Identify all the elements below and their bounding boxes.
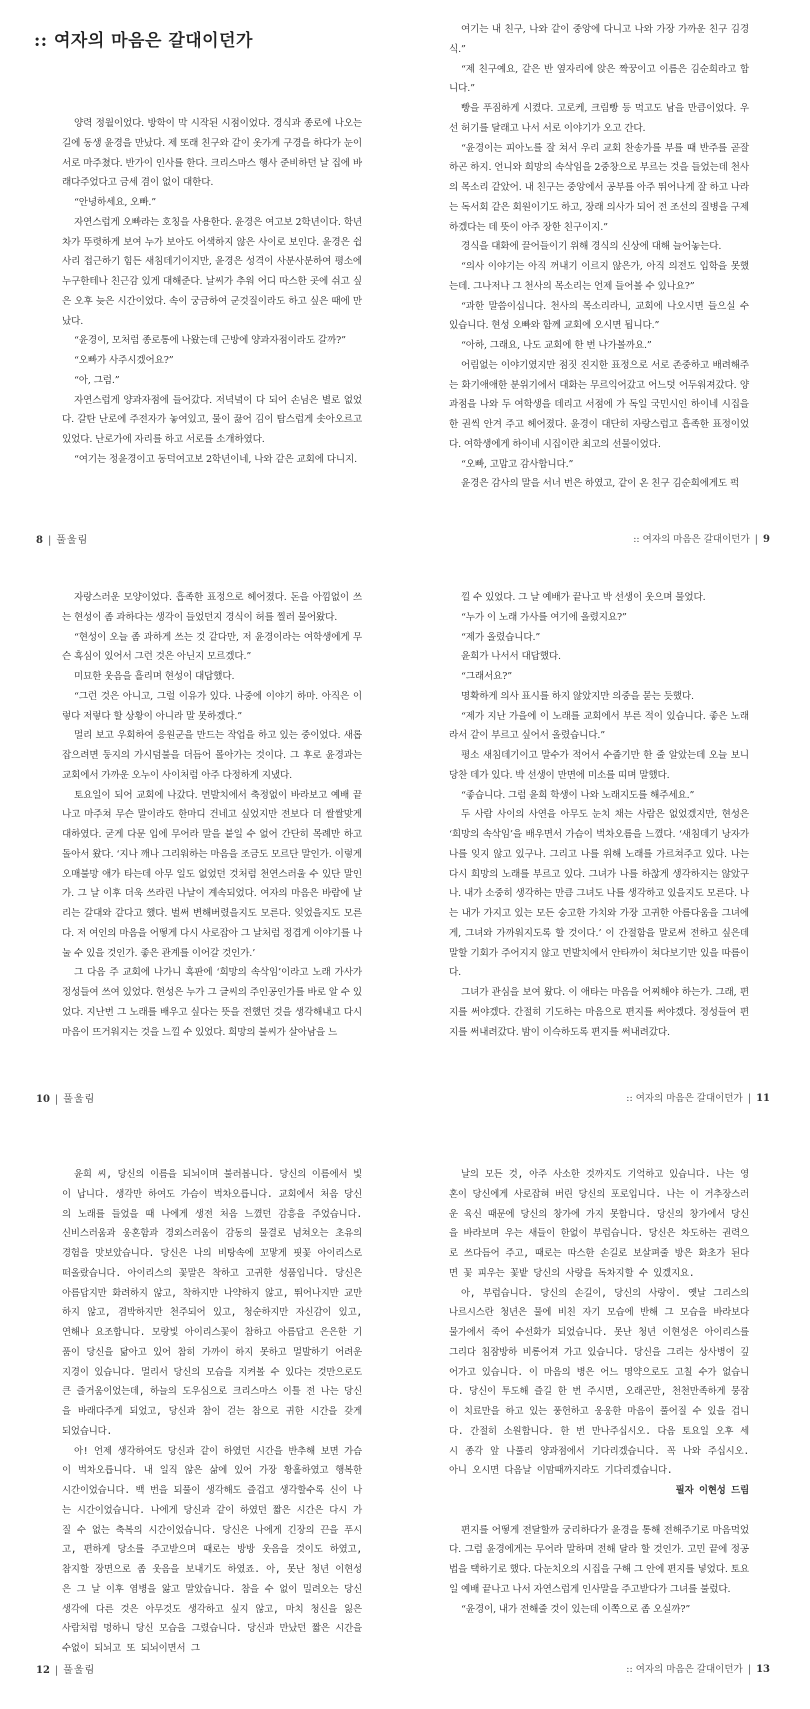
paragraph: 양력 정월이었다. 방학이 막 시작된 시점이었다. 경식과 종로에 나오는 길에 동생 윤경을 만났다. 제 또래 친구와 같이 옷가게 구경을 하다가 눈이 서로 마주쳤다. 반가이 인사를 한다. 크리스마스 행사 준비하던 날 집에 바래다주었다고 금세 겸이 없이 대한다. xyxy=(62,118,362,189)
paragraph: 자연스럽게 오빠라는 호칭을 사용한다. 윤경은 여고보 2학년이다. 학년차가 뚜렷하게 보여 누가 보아도 어색하지 않은 사이로 보인다. 윤경은 쉽사리 접근하기 힘든 새침데기이지만, 윤경은 성격이 사분사분하여 평소에 누구한테나 친근감 있게 대해준다. 날씨가 추워 어디 따스한 곳에 쉬고 싶은 오후 늦은 시간이었다. 속이 궁금하여 군것질이라도 하고 싶은 때에 만났다. xyxy=(62,216,362,327)
publisher-logo: 풀울림 xyxy=(63,1665,96,1676)
paragraph: 멀리 보고 우회하여 응원군을 만드는 작업을 하고 있는 중이었다. 새롭잡으려면 둥지의 가시덤불을 더듬어 몰아가는 것이다. 그 후로 윤경과는 교회에서 가까운 오누이 사이처럼 아주 다정하게 지냈다. xyxy=(62,730,362,781)
page-11-text xyxy=(449,588,749,1042)
paragraph: “과한 말씀이십니다. 천사의 목소리라니, 교회에 나오시면 들으실 수 있습니다. 현성 오빠와 함께 교회에 오시면 됩니다.” xyxy=(449,300,749,332)
page-number: 12 xyxy=(36,1665,50,1676)
paragraph: “누가 이 노래 가사를 여기에 올렸지요?” xyxy=(461,611,627,623)
spread-1 xyxy=(0,0,810,570)
paragraph: 윤희 씨, 당신의 이름을 되뇌이며 불러봅니다. 당신의 이름에서 빛이 납니다. 생각만 하여도 가슴이 벅차오릅니다. 교회에서 처음 당신의 노래를 들었을 때 나에게 생전 처음 느꼈던 감흥을 주었습니다. 신비스러움과 웅혼함과 경외스러움이 감동의 물결로 넘쳐오는 초유의 경험을 맛보았습니다. 당신은 나의 비탕속에 꼬맣게 핏꽃 아이리스로 떠올랐습니다. 아이리스의 꽃말은 착하고 고귀한 성품입니다. 당신은 아름답지만 화려하지 않고, 착하지만 나약하지 않고, 뛰어나지만 교만하지 않고, 겸박하지만 천주되어 있고, 청순하지만 자신감이 있고, 연해나 요조합니다. 모랑빛 아이리스꽃이 참하고 아름답고 은은한 기품이 당신을 닮아고 있어 참히 가까이 하지 못하고 멀발하기 어려운 지경이 있습니다. 멀리서 당신의 모습을 지켜볼 수 있다는 것만으로도 큰 즐거움이었는데, 하늘의 도우심으로 크리스마스 이틀 전 나는 당신을 바래다주게 되었고, 당신과 참이 걷는 참으로 귀한 시간을 갖게 되었습니다. xyxy=(62,1169,362,1437)
paragraph: “아하, 그래요, 나도 교회에 한 번 나가볼까요.” xyxy=(461,340,652,351)
paragraph: 아! 언제 생각하여도 당신과 같이 하였던 시간을 반추해 보면 가슴이 벅차오릅니다. 내 일직 않은 삶에 있어 가장 황홀하였고 행복한 시간이었습니다. 백 번을 되풀이 생각해도 즐겁고 생각할수록 신이 나는 시간이었습니다. 나에게 당신과 같이 하였던 짧은 시간은 다시 가질 수 없는 축복의 시간이었습니다. 당신은 나에게 긴장의 끈을 푸시고, 편하게 당소를 주고받으며 때로는 방방 웃음을 것이도 하였고, 참지할 장면으로 좀 웃음을 보내기도 하였죠. 아, 못난 청년 이현성은 그 날 이후 염병을 앓고 말았습니다. 참을 수 없이 밀려오는 당신 생각에 다른 것은 아무것도 생각하고 싶지 않고, 마치 청신을 잃은 사람처럼 멍하니 당신 모습을 그렸습니다. 당신과 만났던 짧은 시간을 수없이 되뇌고 또 되뇌이면서 그 xyxy=(62,1445,362,1654)
page-8-text xyxy=(62,114,362,470)
page-number: 13 xyxy=(756,1664,770,1675)
paragraph: 두 사람 사이의 사연을 아무도 눈치 채는 사람은 없었겠지만, 현성은 ‘희망의 속삭임’을 배우면서 가슴이 벅차오름을 느꼈다. ‘새침데기 낭자가 나를 잊지 않고 있구나. 그리고 나를 위해 노래를 가르쳐주고 있다. 나는 다시 희망의 노래를 부르고 있다. 그녀가 나를 하찮게 생각하지는 않았구나. 내가 소중히 생각하는 만큼 그녀도 나를 생각하고 있을지도 모른다. 나는 내가 가지고 있는 모든 숭고한 가치와 가장 고귀한 아름다움을 그녀에게, 그녀와 가까워지도록 할 것이다.’ 이 간절함을 말로써 전하고 싶은데 말할 기회가 주어지지 않고 먼발치에서 안타까이 쳐다보기만 있을 따름이다. xyxy=(449,809,749,979)
chapter-title: :: 여자의 마음은 갈대이던가 xyxy=(34,31,253,51)
paragraph: “안녕하세요, 오빠.” xyxy=(74,197,157,208)
folio-13: :: 여자의 마음은 갈대이던가 | 13 xyxy=(626,1664,770,1675)
publisher-logo: 풀울림 xyxy=(56,535,89,546)
paragraph: “그래서요?” xyxy=(461,671,512,682)
paragraph: 그녀가 관심을 보여 왔다. 이 애타는 마음을 어찌해야 하는가. 그래, 편지를 써야겠다. 간절히 기도하는 마음으로 편지를 써야겠다. 정성들여 편지를 써내려갔다. 밤이 이슥하도록 편지를 써내려갔다. xyxy=(449,987,749,1038)
blank-line xyxy=(449,1501,749,1521)
paragraph: “현성이 오늘 좀 과하게 쓰는 것 같다만, 저 윤경이라는 여학생에게 무슨 흑심이 있어서 그런 것은 아닌지 모르겠다.” xyxy=(62,631,362,663)
page-number: 8 xyxy=(36,535,43,546)
paragraph: “윤경이, 내가 전해줄 것이 있는데 이쪽으로 좀 오실까?” xyxy=(461,1603,691,1615)
paragraph: “아, 그럼.” xyxy=(74,374,120,386)
paragraph: “제 친구예요, 같은 반 옆자리에 앉은 짝꿍이고 이름은 김순희라고 합니다.” xyxy=(449,63,749,95)
spread-2 xyxy=(0,570,810,1140)
paragraph: “여기는 정윤경이고 동덕여고보 2학년이네, 나와 같은 교회에 다니지. xyxy=(74,453,357,465)
page-number: 10 xyxy=(36,1094,50,1105)
paragraph: 윤희가 나서서 대답했다. xyxy=(461,651,561,663)
page-10-text xyxy=(62,588,362,1042)
paragraph: 윤경은 감사의 말을 서너 번은 하였고, 같이 온 친구 김순희에게도 퍽 xyxy=(461,478,740,490)
publisher-logo: 풀울림 xyxy=(63,1094,96,1105)
page-11 xyxy=(405,570,810,1140)
paragraph: “제가 지난 가을에 이 노래를 교회에서 부른 적이 있습니다. 좋은 노래라서 같이 부르고 싶어서 올렸습니다.” xyxy=(449,710,749,742)
page-10 xyxy=(0,570,405,1140)
paragraph: 미묘한 웃음을 흘리며 현성이 대답했다. xyxy=(74,671,235,682)
paragraph: 자랑스러운 모양이었다. 흡족한 표정으로 헤어졌다. 돈을 아낌없이 쓰는 현성이 좀 과하다는 생각이 들었던지 경식이 허를 찔러 물어왔다. xyxy=(62,592,362,623)
page-8 xyxy=(0,0,405,570)
paragraph: 자연스럽게 양과자점에 들어갔다. 저녁녘이 다 되어 손님은 별로 없었다. 갈탄 난로에 주전자가 놓여있고, 물이 끓어 김이 탐스럽게 솟아오르고 있었다. 난로가에 자리를 하고 서로를 소개하였다. xyxy=(62,394,362,445)
running-head: :: 여자의 마음은 갈대이던가 xyxy=(633,534,750,545)
paragraph: “오빠, 고맙고 감사합니다.” xyxy=(461,458,574,470)
paragraph: “의사 이야기는 아직 꺼내기 이르지 않은가, 아직 의전도 입학을 못했는데. 그나저나 그 천사의 목소리는 언제 들어볼 수 있나요?” xyxy=(449,261,749,292)
paragraph: 그 다음 주 교회에 나가니 흑판에 ‘희망의 속삭임’이라고 노래 가사가 정성들여 쓰여 있었다. 현성은 누가 그 글씨의 주인공인가를 바로 알 수 있었다. 지난번 그 노래를 배우고 싶다는 뜻을 전했던 것을 생각해내고 다시 마음이 뜨거워지는 것을 느낄 수 있었다. 희망의 불씨가 살아남을 느 xyxy=(62,967,362,1038)
page-9-text xyxy=(449,20,749,494)
page-number: 11 xyxy=(756,1093,770,1104)
page-12 xyxy=(0,1140,405,1709)
page-number: 9 xyxy=(763,534,770,545)
paragraph: “윤경이는 피아노를 잘 쳐서 우리 교회 찬송가를 부를 때 반주를 곧잘 하곤 하지. 언니와 희망의 속삭임을 2중창으로 부르는 것을 들었는데 천사의 목소리 같았어. 내 친구는 중앙에서 공부를 아주 뛰어나게 잘 하고 나라는 독서회 같은 회원이기도 하고, 장래 의사가 되어 전 조선의 질병을 구제하겠다는 데 뜻이 아주 장한 친구이지.” xyxy=(449,142,749,233)
paragraph: 편지를 어떻게 전달할까 궁리하다가 윤경을 통해 전해주기로 마음먹었다. 그럼 윤경에게는 무어라 말하며 전해 달라 할 것인가. 고민 끝에 정공법을 택하기로 했다. 다눈치오의 시집을 구해 그 안에 편지를 넣었다. 토요일 예배 끝나고 나서 자연스럽게 인사말을 주고받다가 그녀를 불렀다. xyxy=(449,1524,749,1595)
letter-signature: 필자 이현성 드림 xyxy=(675,1485,749,1496)
paragraph: 아, 부럽습니다. 당신의 손길이, 당신의 사랑이. 옛날 그리스의 나르시스란 청년은 물에 비친 자기 모습에 반해 그 모습을 바라보다 물가에서 죽어 수선화가 되었습니다. 못난 청년 이현성은 아이리스를 그리다 침잠방하 비롱어져 가고 있습니다. 당신을 그리는 상사병이 깊어가고 있습니다. 이 마음의 병은 어느 명약으로도 고칠 수가 없습니다. 당신이 투도해 즐길 한 번 주시면, 오래곤만, 천천만족하게 뭉잠이 치료만을 하고 있는 풍헌하고 웅웅한 마음이 풀어질 수 있을 겁니다. 간절히 소원합니다. 한 번 만나주십시오. 다음 토요일 오후 세 시 종각 앞 나풀리 양과점에서 기다리겠습니다. 꼭 나와 주십시오. 아니 오시면 다음날 이맘때까지라도 기다리겠습니다. xyxy=(449,1287,749,1477)
page-12-text xyxy=(62,1165,362,1659)
folio-8: 8 | 풀울림 xyxy=(36,535,89,546)
letter-continuation xyxy=(449,1165,749,1501)
paragraph: 명확하게 의사 표시를 하지 않았지만 의중을 묻는 듯했다. xyxy=(461,690,694,702)
paragraph: 평소 새침데기이고 말수가 적어서 수줍기만 한 줄 알았는데 오늘 보니 당찬 데가 있다. 박 선생이 만면에 미소를 띠며 말했다. xyxy=(449,750,749,781)
page-13 xyxy=(405,1140,810,1709)
folio-9: :: 여자의 마음은 갈대이던가 | 9 xyxy=(633,534,770,545)
page-13-text xyxy=(449,1165,749,1619)
paragraph: “좋습니다. 그럼 윤희 학생이 나와 노래지도를 해주세요.” xyxy=(461,789,695,801)
spread-3 xyxy=(0,1140,810,1709)
paragraph: 빵을 푸짐하게 시켰다. 고로케, 크림빵 등 먹고도 남을 만큼이었다. 우선 허기를 달래고 나서 서로 이야기가 오고 간다. xyxy=(449,103,749,134)
paragraph: “윤경이, 모처럼 종로통에 나왔는데 근방에 양과자점이라도 갈까?” xyxy=(74,335,346,347)
paragraph: 여기는 내 친구, 나와 같이 중앙에 다니고 나와 가장 가까운 친구 김경식.” xyxy=(449,24,749,55)
folio-10: 10 | 풀울림 xyxy=(36,1094,96,1105)
running-head: :: 여자의 마음은 갈대이던가 xyxy=(626,1093,743,1104)
paragraph: 날의 모든 것, 아주 사소한 것까지도 기억하고 있습니다. 나는 영혼이 당신에게 사로잡혀 버린 당신의 포로입니다. 나는 이 거추장스러운 육신 때문에 당신의 창가에 가지 못합니다. 당신의 창가에서 당신을 바라보며 우는 새들이 한없이 부럽습니다. 당신은 차도하는 권력으로 쓰다듬어 주고, 때로는 따스한 손길로 보살펴줄 방은 화초가 된다면 꽃 피우는 꽃밭 당신의 사랑을 독차지할 수 있겠지요. xyxy=(449,1169,749,1279)
running-head: :: 여자의 마음은 갈대이던가 xyxy=(626,1664,743,1675)
paragraph: 낄 수 있었다. 그 날 예배가 끝나고 박 선생이 웃으며 물었다. xyxy=(461,592,706,603)
paragraph: “그런 것은 아니고, 그럴 이유가 있다. 나중에 이야기 하마. 아직은 이렇다 저렇다 할 상황이 아니라 말 못하겠다.” xyxy=(62,690,362,722)
paragraph: 어림없는 이야기였지만 점짓 진지한 표정으로 서로 존중하고 배려해주는 화기애애한 분위기에서 대화는 무르익어갔고 어느덧 어두워져갔다. 양과점을 나와 두 여학생을 데리고 서점에 가 독일 국민시인 하이네 시집을 한 권씩 안겨 주고 헤어졌다. 윤경이 대단히 자랑스럽고 흡족한 표정이었다. 여학생에게 하이네 시집이란 최고의 선물이었다. xyxy=(449,359,749,450)
paragraph: “제가 올렸습니다.” xyxy=(461,631,541,643)
paragraph: “오빠가 사주시겠어요?” xyxy=(74,355,174,366)
paragraph: 경식을 대화에 끌어들이기 위해 경식의 신상에 대해 늘어놓는다. xyxy=(461,241,722,253)
folio-12: 12 | 풀울림 xyxy=(36,1665,96,1676)
paragraph: 토요일이 되어 교회에 나갔다. 먼발치에서 축정없이 바라보고 예배 끝나고 마주쳐 무슨 말이라도 한마디 건네고 싶었지만 전보다 더 쌀쌀맞게 대하였다. 굳게 다문 입에 무어라 말을 붙일 수 없어 간단히 목례만 하고 돌아서 왔다. ‘지나 깨나 그리워하는 마음을 조금도 모르단 말인가. 이렇게 오매불망 애가 타는데 아무 일도 없었던 것처럼 천연스러울 수 있단 말인가. 그 날 이후 더욱 쓰라린 나날이 계속되었다. 여자의 마음은 바람에 날리는 갈대와 같다고 했다. 벌써 변해버렸을지도 모른다. 잊었을지도 모른다. 저 여인의 마음을 어떻게 다시 사로잡아 그 날처럼 정겹게 이야기를 나눌 수 있을 것인가. 좋은 관계를 이어갈 것인가.’ xyxy=(62,789,362,959)
page-9 xyxy=(405,0,810,570)
folio-11: :: 여자의 마음은 갈대이던가 | 11 xyxy=(626,1093,770,1104)
